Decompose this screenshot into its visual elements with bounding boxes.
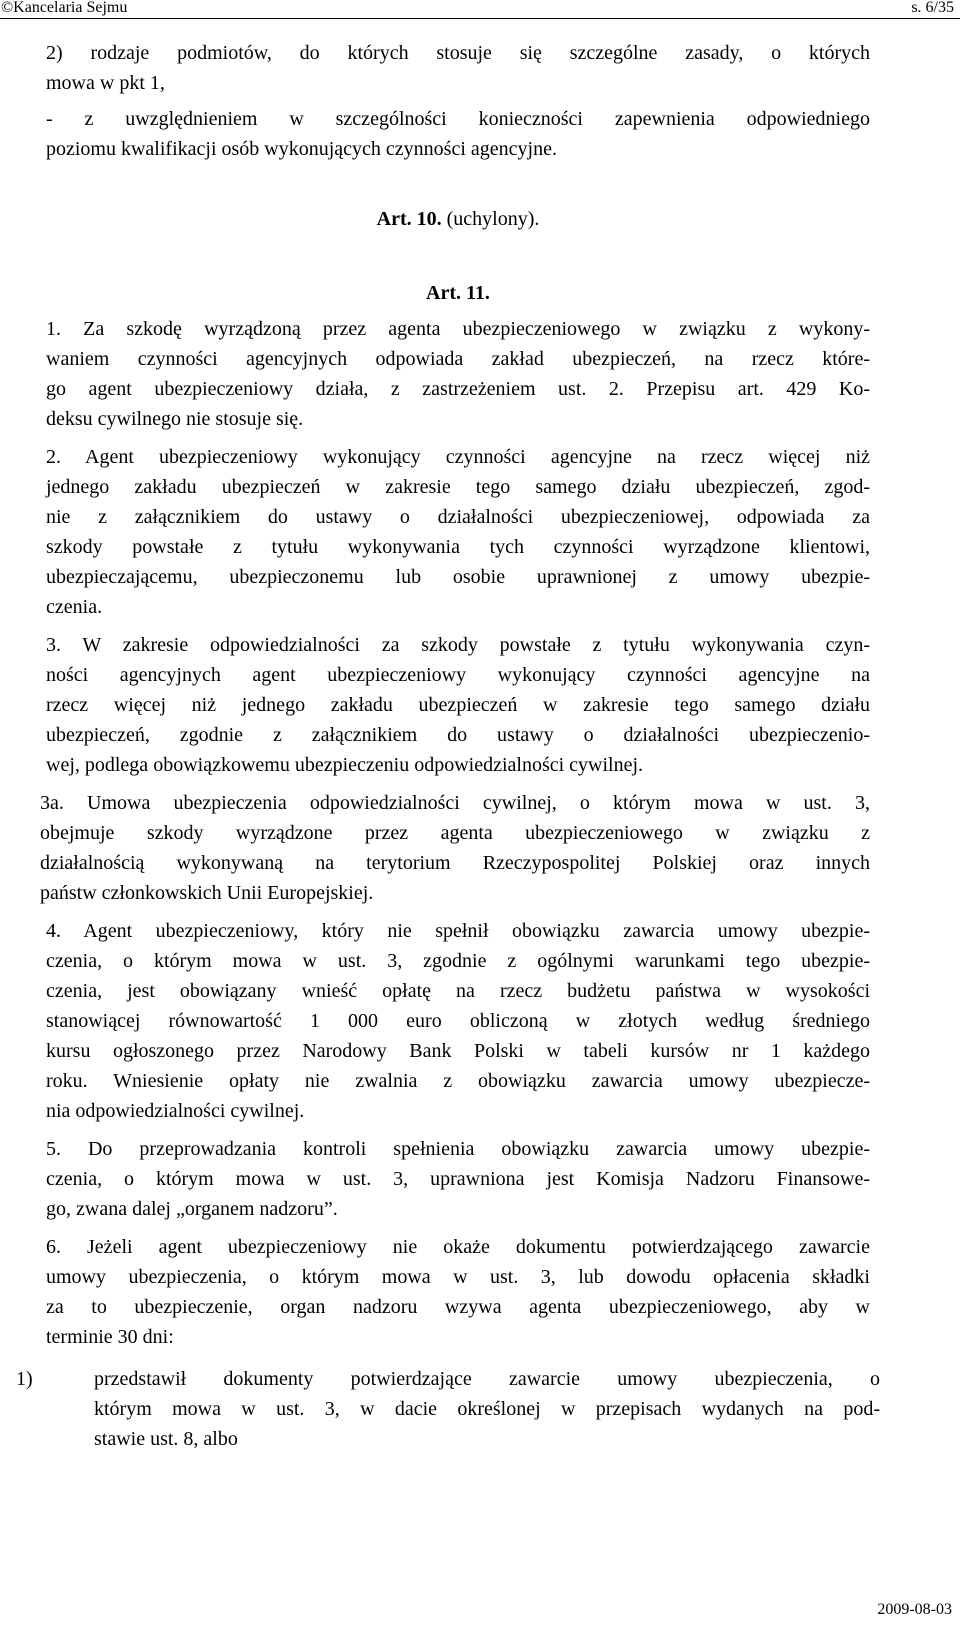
text-line: umowy ubezpieczenia, o którym mowa w ust. 3, lub dowodu opłacenia składki <box>46 1266 870 1288</box>
text-line: 3a. Umowa ubezpieczenia odpowiedzialności cywilnej, o którym mowa w ust. 3, <box>40 792 870 814</box>
text-line: 2) rodzaje podmiotów, do których stosuje się szczególne zasady, o których <box>46 42 870 64</box>
article-11-heading <box>46 278 870 308</box>
text-line: go, zwana dalej „organem nadzoru”. <box>46 1198 338 1220</box>
article-11-label: Art. 11. <box>426 282 490 304</box>
text-line: którym mowa w ust. 3, w dacie określonej w przepisach wydanych na pod- <box>94 1398 880 1420</box>
text-line: ubezpieczeń, zgodnie z załącznikiem do ustawy o działalności ubezpieczenio- <box>46 724 870 746</box>
text-line: terminie 30 dni: <box>46 1326 174 1348</box>
intro-item-2 <box>46 38 870 98</box>
text-line: czenia. <box>46 596 103 618</box>
text-line: waniem czynności agencyjnych odpowiada zakład ubezpieczeń, na rzecz które- <box>46 348 870 370</box>
text-line: za to ubezpieczenie, organ nadzoru wzywa agenta ubezpieczeniowego, aby w <box>46 1296 870 1318</box>
text-line: szkody powstałe z tytułu wykonywania tych czynności wyrządzone klientowi, <box>46 536 870 558</box>
text-line: go agent ubezpieczeniowy działa, z zastrzeżeniem ust. 2. Przepisu art. 429 Ko- <box>46 378 870 400</box>
article-10-label: Art. 10. <box>376 208 442 230</box>
text-line: kursu ogłoszonego przez Narodowy Bank Polski w tabeli kursów nr 1 każdego <box>46 1040 870 1062</box>
text-line: rzecz więcej niż jednego zakładu ubezpieczeń w zakresie tego samego działu <box>46 694 870 716</box>
text-line: działalnością wykonywaną na terytorium Rzeczypospolitej Polskiej oraz innych <box>40 852 870 874</box>
text-line: nia odpowiedzialności cywilnej. <box>46 1100 305 1122</box>
article-11-paragraph-3 <box>46 630 870 780</box>
article-11-paragraph-4 <box>46 916 870 1126</box>
page-header <box>0 0 960 20</box>
footer-date: 2009-08-03 <box>877 1601 952 1618</box>
text-line: czenia, o którym mowa w ust. 3, zgodnie z ogólnymi warunkami tego ubezpie- <box>46 950 870 972</box>
text-line: ubezpieczającemu, ubezpieczonemu lub osobie uprawnionej z umowy ubezpie- <box>46 566 870 588</box>
article-11-paragraph-3a <box>40 788 870 908</box>
point-number: 1) <box>16 1368 33 1390</box>
text-line: obejmuje szkody wyrządzone przez agenta ubezpieczeniowego w związku z <box>40 822 870 844</box>
article-11-paragraph-6-point-1 <box>16 1364 880 1454</box>
text-line: czenia, o którym mowa w ust. 3, uprawniona jest Komisja Nadzoru Finansowe- <box>46 1168 870 1190</box>
document-body <box>16 38 880 1454</box>
text-line: przedstawił dokumenty potwierdzające zawarcie umowy ubezpieczenia, o <box>94 1368 880 1390</box>
text-line: stawie ust. 8, albo <box>94 1428 238 1450</box>
text-line: stanowiącej równowartość 1 000 euro obliczoną w złotych według średniego <box>46 1010 870 1032</box>
header-page-number: s. 6/35 <box>911 0 954 16</box>
text-line: 5. Do przeprowadzania kontroli spełnienia obowiązku zawarcia umowy ubezpie- <box>46 1138 870 1160</box>
text-line: 3. W zakresie odpowiedzialności za szkody powstałe z tytułu wykonywania czyn- <box>46 634 870 656</box>
article-11-paragraph-5 <box>46 1134 870 1224</box>
article-11-paragraph-1 <box>46 314 870 434</box>
article-10-heading <box>46 204 870 234</box>
text-line: wej, podlega obowiązkowemu ubezpieczeniu odpowiedzialności cywilnej. <box>46 754 644 776</box>
article-10-status: (uchylony). <box>441 208 540 230</box>
text-line: mowa w pkt 1, <box>46 72 165 94</box>
header-copyright: ©Kancelaria Sejmu <box>1 0 128 16</box>
intro-dash <box>46 104 870 164</box>
text-line: państw członkowskich Unii Europejskiej. <box>40 882 374 904</box>
text-line: 4. Agent ubezpieczeniowy, który nie spełnił obowiązku zawarcia umowy ubezpie- <box>46 920 870 942</box>
text-line: ności agencyjnych agent ubezpieczeniowy wykonujący czynności agencyjne na <box>46 664 870 686</box>
text-line: deksu cywilnego nie stosuje się. <box>46 408 304 430</box>
text-line: jednego zakładu ubezpieczeń w zakresie tego samego działu ubezpieczeń, zgod- <box>46 476 870 498</box>
text-line: nie z załącznikiem do ustawy o działalności ubezpieczeniowej, odpowiada za <box>46 506 870 528</box>
text-line: roku. Wniesienie opłaty nie zwalnia z obowiązku zawarcia umowy ubezpiecze- <box>46 1070 870 1092</box>
text-line: 2. Agent ubezpieczeniowy wykonujący czynności agencyjne na rzecz więcej niż <box>46 446 870 468</box>
header-rule <box>0 18 960 19</box>
text-line: 6. Jeżeli agent ubezpieczeniowy nie okaże dokumentu potwierdzającego zawarcie <box>46 1236 870 1258</box>
text-line: - z uwzględnieniem w szczególności konieczności zapewnienia odpowiedniego <box>46 108 870 130</box>
article-11-paragraph-2 <box>46 442 870 622</box>
article-11-paragraph-6 <box>46 1232 870 1352</box>
text-line: 1. Za szkodę wyrządzoną przez agenta ubezpieczeniowego w związku z wykony- <box>46 318 870 340</box>
text-line: czenia, jest obowiązany wnieść opłatę na rzecz budżetu państwa w wysokości <box>46 980 870 1002</box>
text-line: poziomu kwalifikacji osób wykonujących czynności agencyjne. <box>46 138 557 160</box>
